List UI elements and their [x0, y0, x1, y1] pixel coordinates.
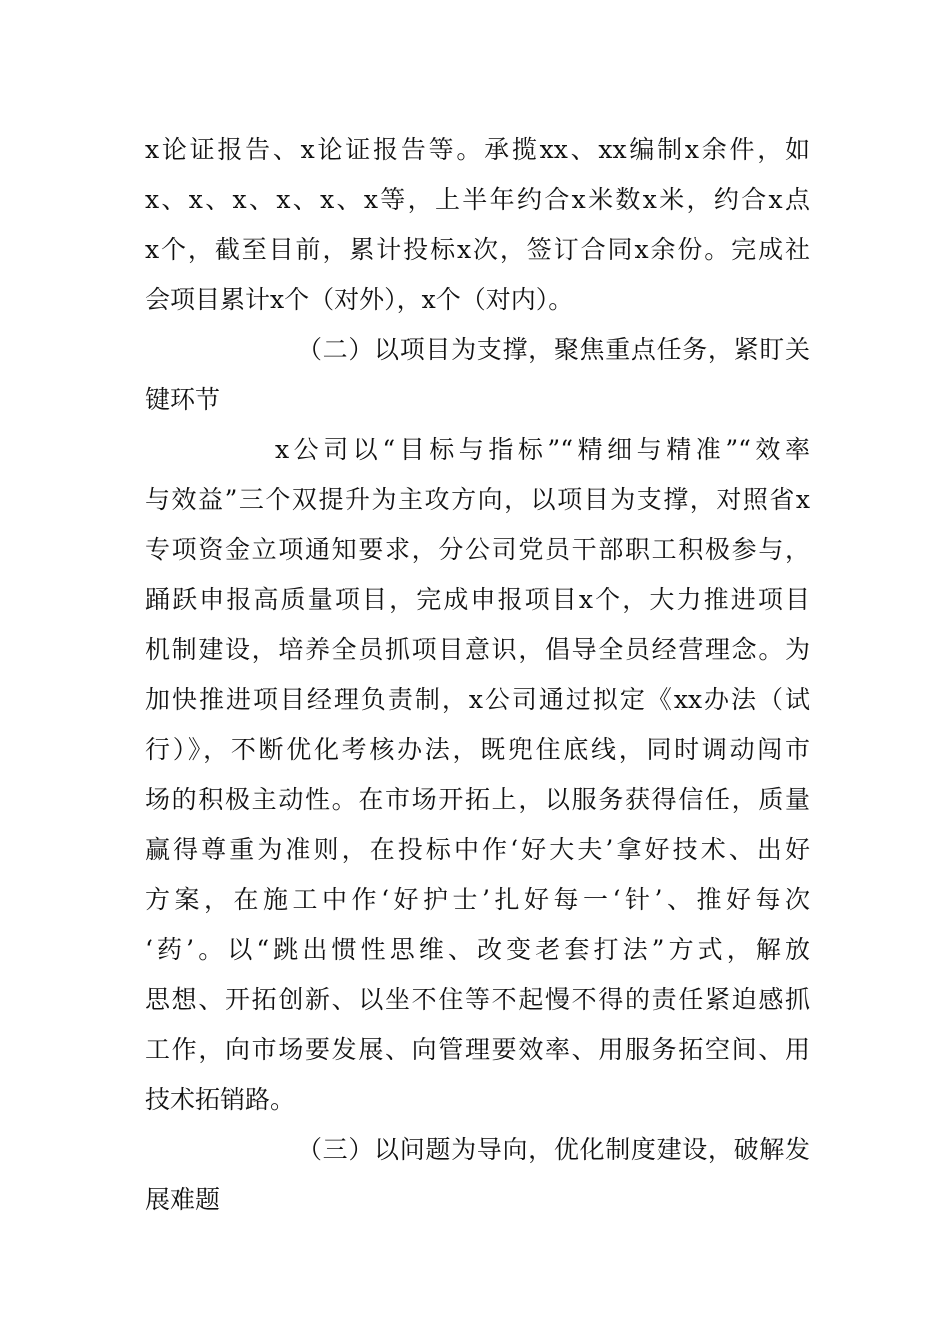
- body-text-line: 专项资金立项通知要求，分公司党员干部职工积极参与，: [145, 535, 810, 564]
- body-text-line: 技术拓销路。: [145, 1085, 296, 1114]
- section-heading-3-continued: 展难题: [145, 1185, 221, 1214]
- body-text-line: 场的积极主动性。在市场开拓上，以服务获得信任，质量: [145, 785, 810, 814]
- body-text-line: 思想、开拓创新、以坐不住等不起慢不得的责任紧迫感抓: [145, 985, 810, 1014]
- body-text-line: x论证报告、x论证报告等。承揽xx、xx编制x余件，如: [145, 135, 810, 164]
- body-text-line: 与效益”三个双提升为主攻方向，以项目为支撑，对照省x: [145, 485, 810, 514]
- body-text-line: ‘药’。以“跳出惯性思维、改变老套打法”方式，解放: [145, 935, 810, 964]
- body-text-line: 会项目累计x个（对外），x个（对内）。: [145, 285, 574, 314]
- body-text-line: 工作，向市场要发展、向管理要效率、用服务拓空间、用: [145, 1035, 810, 1064]
- body-text-line: 方案，在施工中作‘好护士’扎好每一‘针’、推好每次: [145, 885, 810, 914]
- body-text-line: x个，截至目前，累计投标x次，签订合同x余份。完成社: [145, 235, 810, 264]
- body-text-line: x、x、x、x、x、x等，上半年约合x米数x米，约合x点: [145, 185, 810, 214]
- body-text-line: 机制建设，培养全员抓项目意识，倡导全员经营理念。为: [145, 635, 810, 664]
- body-text-line: 加快推进项目经理负责制，x公司通过拟定《xx办法（试: [145, 685, 810, 714]
- body-text-line: 赢得尊重为准则，在投标中作‘好大夫’拿好技术、出好: [145, 835, 810, 864]
- section-heading-2-continued: 键环节: [145, 385, 221, 414]
- section-heading-3: （三）以问题为导向，优化制度建设，破解发: [297, 1135, 810, 1164]
- body-text-line: 踊跃申报高质量项目，完成申报项目x个，大力推进项目: [145, 585, 810, 614]
- section-heading-2: （二）以项目为支撑，聚焦重点任务，紧盯关: [297, 335, 810, 364]
- paragraph-first-line: x公司以“目标与指标”“精细与精准”“效率: [275, 435, 810, 464]
- body-text-line: 行）》，不断优化考核办法，既兜住底线，同时调动闯市: [145, 735, 810, 764]
